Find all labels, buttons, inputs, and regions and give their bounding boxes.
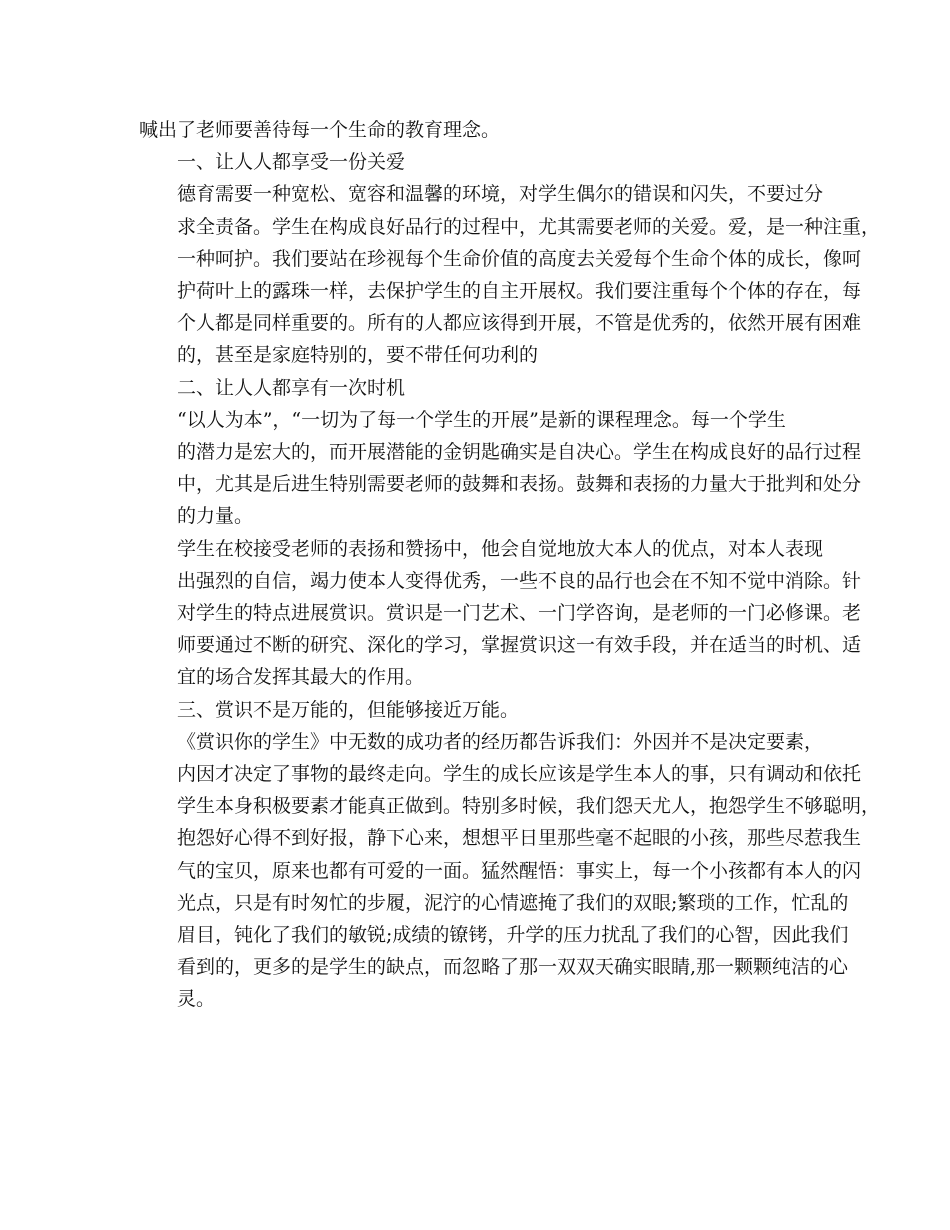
text-line: 个人都是同样重要的。所有的人都应该得到开展，不管是优秀的，依然开展有困难 [177, 312, 862, 335]
section-heading [139, 694, 825, 726]
text-line: 德育需要一种宽松、宽容和温馨的环境，对学生偶尔的错误和闪失，不要过分 [177, 183, 824, 206]
text-line: 抱怨好心得不到好报，静下心来，想想平日里那些毫不起眼的小孩，那些尽惹我生 [177, 827, 862, 850]
text-line: 光点，只是有时匆忙的步履，泥泞的心情遮掩了我们的双眼;繁琐的工作，忙乱的 [177, 891, 849, 914]
text-line: 喊出了老师要善待每一个生命的教育理念。 [139, 119, 501, 141]
text-line: 的，甚至是家庭特别的，要不带任何功利的 [177, 344, 539, 367]
section-heading [139, 372, 825, 404]
text-line: 三、赏识不是万能的，但能够接近万能。 [177, 698, 520, 721]
body-paragraph [139, 178, 881, 371]
text-line: 对学生的特点进展赏识。赏识是一门艺术、一门学咨询，是老师的一门必修课。老 [177, 602, 862, 625]
text-line: 宜的场合发挥其最大的作用。 [177, 666, 425, 689]
text-line: 出强烈的自信，竭力使本人变得优秀，一些不良的品行也会在不知不觉中消除。针 [177, 569, 862, 592]
text-line: 求全责备。学生在构成良好品行的过程中，尤其需要老师的关爱。爱，是一种注重， [177, 215, 881, 238]
text-line: 内因才决定了事物的最终走向。学生的成长应该是学生本人的事，只有调动和依托 [177, 763, 862, 786]
text-line: 中，尤其是后进生特别需要老师的鼓舞和表扬。鼓舞和表扬的力量大于批判和处分 [177, 473, 862, 496]
section-heading [139, 146, 825, 178]
text-line: 看到的，更多的是学生的缺点，而忽略了那一双双天确实眼睛,那一颗颗纯洁的心 [177, 956, 849, 979]
body-paragraph [139, 533, 862, 694]
text-line: 学生本身积极要素才能真正做到。特别多时候，我们怨天尤人，抱怨学生不够聪明， [177, 795, 881, 818]
text-line: 护荷叶上的露珠一样，去保护学生的自主开展权。我们要注重每个个体的存在，每 [177, 280, 862, 303]
text-line: “以人为本”，“一切为了每一个学生的开展”是新的课程理念。每一个学生 [177, 408, 786, 431]
text-line: 眉目，钝化了我们的敏锐;成绩的镣铐，升学的压力扰乱了我们的心智，因此我们 [177, 924, 849, 947]
text-line: 《赏识你的学生》中无数的成功者的经历都告诉我们：外因并不是决定要素， [177, 730, 824, 753]
document-page [139, 114, 881, 1016]
text-line: 一种呵护。我们要站在珍视每个生命价值的高度去关爱每个生命个体的成长，像呵 [177, 247, 862, 270]
text-line: 的力量。 [177, 505, 254, 528]
text-line: 的潜力是宏大的，而开展潜能的金钥匙确实是自决心。学生在构成良好的品行过程 [177, 441, 862, 464]
text-line: 二、让人人都享有一次时机 [177, 376, 406, 399]
text-line: 学生在校接受老师的表扬和赞扬中，他会自觉地放大本人的优点，对本人表现 [177, 537, 824, 560]
body-paragraph [139, 726, 881, 1016]
body-paragraph [139, 114, 825, 146]
text-line: 气的宝贝，原来也都有可爱的一面。猛然醒悟：事实上，每一个小孩都有本人的闪 [177, 859, 862, 882]
body-paragraph [139, 404, 862, 533]
text-line: 一、让人人都享受一份关爱 [177, 151, 406, 174]
text-line: 师要通过不断的研究、深化的学习，掌握赏识这一有效手段，并在适当的时机、适 [177, 634, 862, 657]
text-line: 灵。 [177, 988, 216, 1011]
